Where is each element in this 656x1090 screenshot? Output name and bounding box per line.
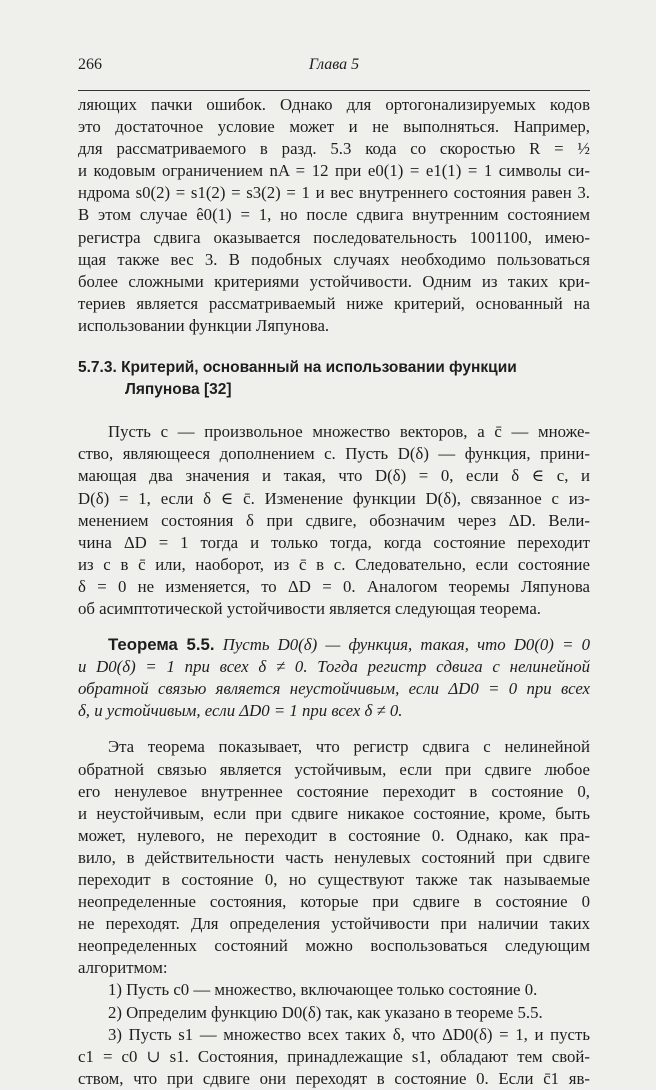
section-heading-line: Ляпунова [32] (125, 381, 232, 399)
text-line: регистра сдвига оказывается последовательность 1001100, имею- (78, 227, 590, 247)
theorem-text: δ, и устойчивым, если ΔD0 = 1 при всех δ ≠ 0. (78, 701, 403, 721)
text-line: териев является рассматриваемый ниже критерий, основанный на (78, 293, 590, 313)
intro-paragraph (78, 94, 590, 337)
text-line: ство, являющееся дополнением c. Пусть D(δ) — функция, прини- (78, 444, 590, 464)
text-line: и неустойчивым, если при сдвиге никакое состояние, кроме, быть (78, 803, 590, 823)
text-line: ством, что при сдвиге они переходят в состояние 0. Если c̄1 яв- (78, 1068, 590, 1088)
text-line: более сложными критериями устойчивости. Одним из таких кри- (78, 271, 590, 291)
list-item: 2) Определим функцию D0(δ) так, как указано в теореме 5.5. (108, 1002, 543, 1022)
text-line: использовании функции Ляпунова. (78, 315, 330, 335)
text-line: неопределенных состояний можно воспользоваться следующим (78, 936, 590, 956)
text-line (78, 634, 590, 656)
text-line: из c в c̄ или, наоборот, из c̄ в c. Следовательно, если состояние (78, 554, 590, 574)
section-heading-line: 5.7.3. Критерий, основанный на использовании функции (78, 359, 517, 377)
text-line: и кодовым ограничением nA = 12 при e0(1) = e1(1) = 1 символы си- (78, 161, 590, 181)
text-line: переходит в состояние 0, но существуют также так называемые (78, 870, 590, 889)
text-line: В этом случае ê0(1) = 1, но после сдвига внутренним состоянием (78, 205, 590, 225)
theorem-text: и D0(δ) = 1 при всех δ ≠ 0. Тогда регистр сдвига с нелинейной (78, 657, 590, 677)
text-line: это достаточное условие может и не выполняться. Например, (78, 117, 590, 137)
algorithm-list (78, 979, 590, 1089)
text-line: обратной связью является устойчивым, если при сдвиге любое (78, 759, 590, 779)
text-line: δ = 0 не изменяется, то ΔD = 0. Аналогом теоремы Ляпунова (78, 576, 590, 596)
text-line: вило, в действительности часть ненулевых состояний при сдвиге (78, 847, 590, 867)
theorem-text: обратной связью является неустойчивым, если ΔD0 = 0 при всех (78, 679, 590, 699)
text-line: c1 = c0 ∪ s1. Состояния, принадлежащие s1, обладают тем свой- (78, 1046, 590, 1066)
section-heading (78, 357, 590, 401)
text-line: Эта теорема показывает, что регистр сдвига с нелинейной (108, 737, 590, 757)
text-line: неопределенные состояния, которые при сдвиге в состояние 0 (78, 892, 590, 912)
text-line: об асимптотической устойчивости является следующая теорема. (78, 598, 541, 618)
list-item: 3) Пусть s1 — множество всех таких δ, что ΔD0(δ) = 1, и пусть (108, 1024, 590, 1044)
text-line: D(δ) = 1, если δ ∈ c̄. Изменение функции D(δ), связанное с из- (78, 488, 590, 508)
text-line: Пусть c — произвольное множество векторов, а c̄ — множе- (108, 422, 590, 442)
text-line: мающая два значения и такая, что D(δ) = 0, если δ ∈ c, и (78, 466, 590, 486)
text-line: его ненулевое внутреннее состояние переходит в состояние 0, (78, 781, 590, 801)
running-header (78, 56, 590, 78)
text-line: ндрома s0(2) = s1(2) = s3(2) = 1 и вес внутреннего состояния равен 3. (78, 183, 590, 203)
page-body (78, 94, 590, 1090)
page-number: 266 (78, 56, 102, 73)
text-line: не переходят. Для определения устойчивости при наличии таких (78, 914, 590, 934)
header-rule (78, 90, 590, 91)
theorem-title: Теорема 5.5. (108, 635, 215, 655)
paragraph-discussion (78, 736, 590, 979)
theorem-text: Пусть D0(δ) — функция, такая, что D0(0) = 0 (222, 635, 590, 655)
chapter-title: Глава 5 (308, 56, 360, 73)
theorem-block (78, 634, 590, 722)
text-line: для рассматриваемого в разд. 5.3 кода со скоростью R = ½ (78, 139, 590, 159)
text-line: алгоритмом: (78, 958, 168, 978)
text-line: щая также вес 3. В подобных случаях необходимо пользоваться (78, 249, 590, 269)
text-line: менением состояния δ при сдвиге, обозначим через ΔD. Вели- (78, 510, 590, 530)
text-line: может, нулевого, не переходит в состояние 0. Однако, как пра- (78, 825, 590, 845)
text-line: чина ΔD = 1 тогда и только тогда, когда состояние переходит (78, 532, 590, 552)
paragraph-definition (78, 421, 590, 620)
list-item: 1) Пусть c0 — множество, включающее только состояние 0. (108, 980, 538, 1000)
text-line: ляющих пачки ошибок. Однако для ортогонализируемых кодов (78, 95, 590, 114)
